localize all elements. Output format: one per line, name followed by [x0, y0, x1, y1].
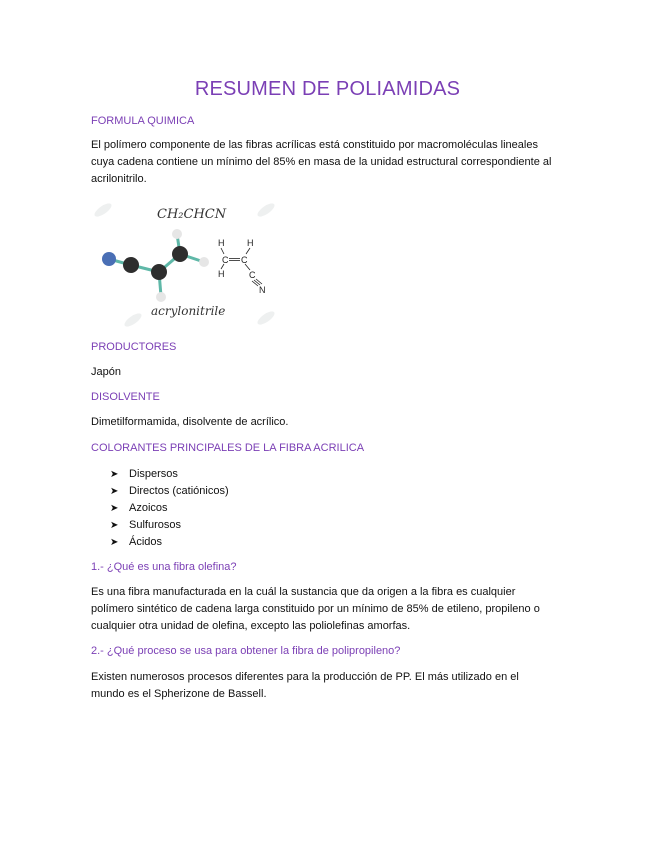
list-item-label: Dispersos	[129, 468, 178, 480]
list-item-label: Sulfurosos	[129, 519, 181, 531]
arrow-bullet-icon: ➤	[110, 520, 119, 531]
structural-bonds	[221, 248, 262, 286]
paragraph-disolvente: Dimetilformamida, disolvente de acrílico.	[91, 416, 289, 428]
name-label: acrylonitrile	[151, 304, 226, 318]
list-item	[110, 534, 229, 551]
heading-formula: FORMULA QUIMICA	[91, 115, 195, 127]
acrylonitrile-figure	[91, 196, 281, 332]
atom-h3: H	[218, 269, 225, 279]
list-item	[110, 483, 229, 500]
hydrogen-atom-ball	[156, 292, 166, 302]
paragraph-question-2: Existen numerosos procesos diferentes para la producción de PP. El más utilizado en el mundo es el Spherizone de Bassell.	[91, 671, 519, 700]
list-item	[110, 500, 229, 517]
acrylonitrile-illustration	[91, 196, 281, 332]
atom-c3: C	[249, 270, 256, 280]
colorantes-list	[110, 466, 229, 551]
list-item	[110, 517, 229, 534]
arrow-bullet-icon: ➤	[110, 486, 119, 497]
arrow-bullet-icon: ➤	[110, 503, 119, 514]
heading-question-1: 1.- ¿Qué es una fibra olefina?	[91, 561, 237, 573]
formula-label: CH₂CHCN	[157, 207, 227, 222]
list-item-label: Azoicos	[129, 502, 168, 514]
arrow-bullet-icon: ➤	[110, 537, 119, 548]
atom-c2: C	[241, 255, 248, 265]
paragraph-formula: El polímero componente de las fibras acrílicas está constituido por macromoléculas lineales cuya cadena contiene un mínimo del 85% en masa de la unidad estructural correspondiente al acrilonitrilo.	[91, 139, 552, 185]
carbon-atom-ball	[172, 246, 188, 262]
atom-n: N	[259, 285, 266, 295]
heading-disolvente: DISOLVENTE	[91, 391, 160, 403]
nitrogen-atom-ball	[102, 252, 116, 266]
carbon-atom-ball	[151, 264, 167, 280]
atom-h2: H	[247, 238, 254, 248]
carbon-atom-ball	[123, 257, 139, 273]
paragraph-question-1: Es una fibra manufacturada en la cuál la sustancia que da origen a la fibra es cualquier polímero sintético de cadena larga constituido por un mínimo de 85% de etileno, propileno o cualquier otra unidad de olefina, excepto las poliolefinas amorfas.	[91, 586, 540, 632]
page-title: RESUMEN DE POLIAMIDAS	[194, 78, 461, 100]
arrow-bullet-icon: ➤	[110, 469, 119, 480]
hydrogen-atom-ball	[199, 257, 209, 267]
atom-c1: C	[222, 255, 229, 265]
heading-question-2: 2.- ¿Qué proceso se usa para obtener la fibra de polipropileno?	[91, 645, 401, 657]
list-item-label: Ácidos	[129, 536, 163, 548]
hydrogen-atom-ball	[172, 229, 182, 239]
paragraph-productores: Japón	[91, 366, 121, 378]
list-item	[110, 466, 229, 483]
heading-productores: PRODUCTORES	[91, 341, 177, 353]
list-item-label: Directos (catiónicos)	[129, 485, 229, 497]
atom-h1: H	[218, 238, 225, 248]
heading-colorantes: COLORANTES PRINCIPALES DE LA FIBRA ACRILICA	[91, 442, 365, 454]
